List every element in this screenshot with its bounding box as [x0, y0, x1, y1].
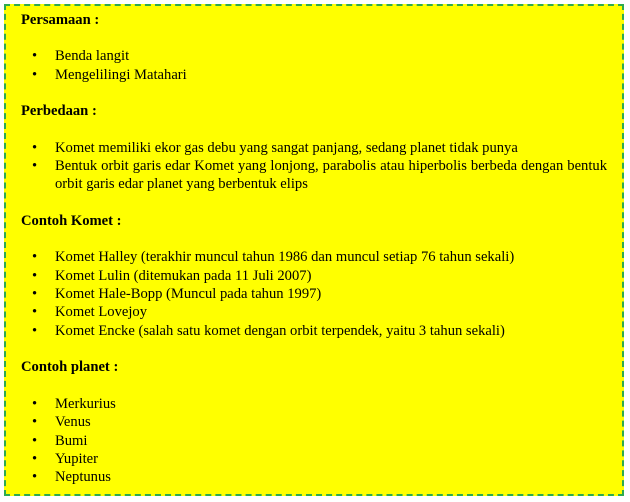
list-item — [21, 322, 607, 340]
list-item-text: Benda langit — [55, 48, 130, 65]
list-item-text: Yupiter — [55, 450, 98, 467]
bullet-icon: • — [32, 158, 38, 175]
list-item-text: Komet memiliki ekor gas debu yang sangat panjang, sedang planet tidak punya — [55, 139, 518, 156]
list-item-text: Venus — [55, 414, 91, 431]
list-item-text: Bumi — [55, 432, 88, 449]
list-item — [21, 450, 607, 468]
list-item — [21, 413, 607, 431]
list-item — [21, 248, 607, 266]
bullet-icon: • — [32, 469, 38, 486]
list-item — [21, 303, 607, 321]
list-item — [21, 157, 607, 194]
bullet-icon: • — [32, 432, 38, 449]
bullet-icon: • — [32, 395, 38, 412]
heading-contoh-planet: Contoh planet : — [21, 359, 119, 376]
list-contoh-planet — [21, 395, 607, 487]
list-item-text: Neptunus — [55, 469, 111, 486]
list-item-text: Komet Encke (salah satu komet dengan orbit terpendek, yaitu 3 tahun sekali) — [55, 322, 505, 339]
content-box — [4, 4, 624, 496]
list-item-text: Komet Lulin (ditemukan pada 11 Juli 2007) — [55, 267, 312, 284]
list-item — [21, 267, 607, 285]
heading-perbedaan: Perbedaan : — [21, 103, 97, 120]
heading-persamaan: Persamaan : — [21, 12, 100, 28]
list-item — [21, 432, 607, 450]
list-item — [21, 285, 607, 303]
bullet-icon: • — [32, 450, 38, 467]
list-perbedaan — [21, 139, 607, 194]
bullet-icon: • — [32, 267, 38, 284]
bullet-icon: • — [32, 286, 38, 303]
list-persamaan — [21, 47, 607, 84]
list-item-text: Komet Hale-Bopp (Muncul pada tahun 1997) — [55, 286, 322, 303]
bullet-icon: • — [32, 48, 38, 65]
list-item — [21, 66, 607, 84]
list-item-text: Mengelilingi Matahari — [55, 66, 187, 83]
list-item — [21, 47, 607, 65]
list-item-text: Merkurius — [55, 395, 116, 412]
list-item-text: Bentuk orbit garis edar Komet yang lonjong, parabolis atau hiperbolis berbeda dengan bentuk orbit garis edar planet yang berbentuk elips — [55, 158, 607, 193]
list-item — [21, 395, 607, 413]
heading-contoh-komet: Contoh Komet : — [21, 212, 122, 229]
bullet-icon: • — [32, 322, 38, 339]
list-item — [21, 139, 607, 157]
bullet-icon: • — [32, 139, 38, 156]
list-contoh-komet — [21, 248, 607, 340]
bullet-icon: • — [32, 66, 38, 83]
list-item — [21, 468, 607, 486]
bullet-icon: • — [32, 304, 38, 321]
list-item-text: Komet Halley (terakhir muncul tahun 1986 dan muncul setiap 76 tahun sekali) — [55, 249, 515, 266]
bullet-icon: • — [32, 414, 38, 431]
list-item-text: Komet Lovejoy — [55, 304, 148, 321]
bullet-icon: • — [32, 249, 38, 266]
